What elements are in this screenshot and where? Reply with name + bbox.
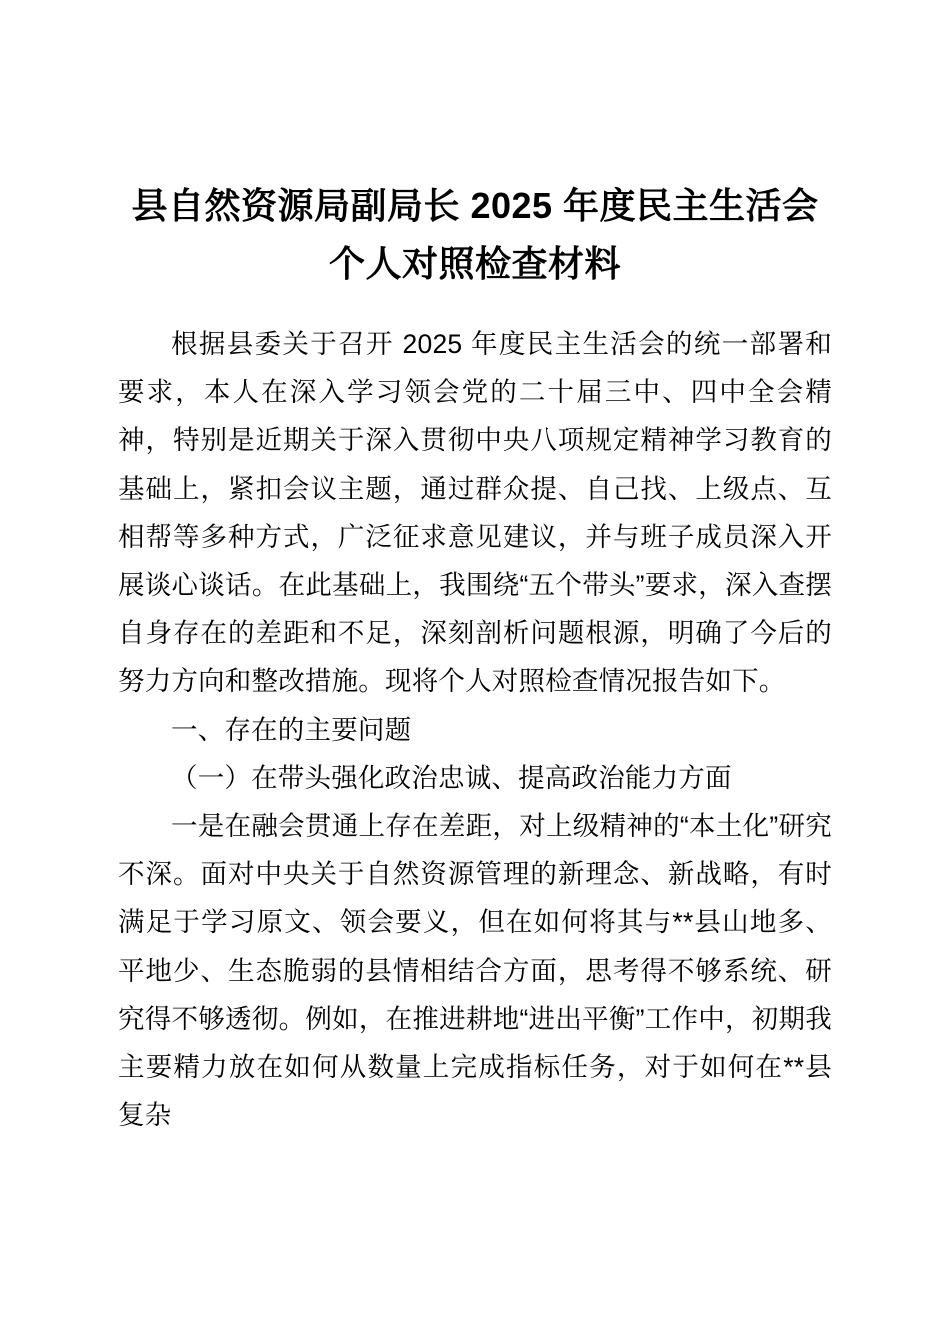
document-content — [118, 0, 832, 1139]
document-title-line-2: 个人对照检查材料 — [328, 243, 621, 284]
point-paragraph-1: 一是在融会贯通上存在差距，对上级精神的“本土化”研究不深。面对中央关于自然资源管理的新理念、新战略，有时满足于学习原文、领会要义，但在如何将其与**县山地多、平地少、生态脆弱的县情相结合方面，思考得不够系统、研究得不够透彻。例如，在推进耕地“进出平衡”工作中，初期我主要精力放在如何从数量上完成指标任务，对于如何在**县复杂 — [118, 811, 832, 1131]
section-heading-1: 一、存在的主要问题 — [171, 714, 412, 745]
document-title-line-1: 县自然资源局副局长 2025 年度民主生活会 — [131, 185, 819, 226]
subsection-heading-1-1: （一）在带头强化政治忠诚、提高政治能力方面 — [171, 762, 732, 793]
document-body — [118, 293, 832, 1139]
document-title-block — [118, 0, 832, 293]
intro-paragraph: 根据县委关于召开 2025 年度民主生活会的统一部署和要求，本人在深入学习领会党的二十届三中、四中全会精神，特别是近期关于深入贯彻中央八项规定精神学习教育的基础上，紧扣会议主题，通过群众提、自己找、上级点、互相帮等多种方式，广泛征求意见建议，并与班子成员深入开展谈心谈话。在此基础上，我围绕“五个带头”要求，深入查摆自身存在的差距和不足，深刻剖析问题根源，明确了今后的努力方向和整改措施。现将个人对照检查情况报告如下。 — [118, 329, 832, 697]
